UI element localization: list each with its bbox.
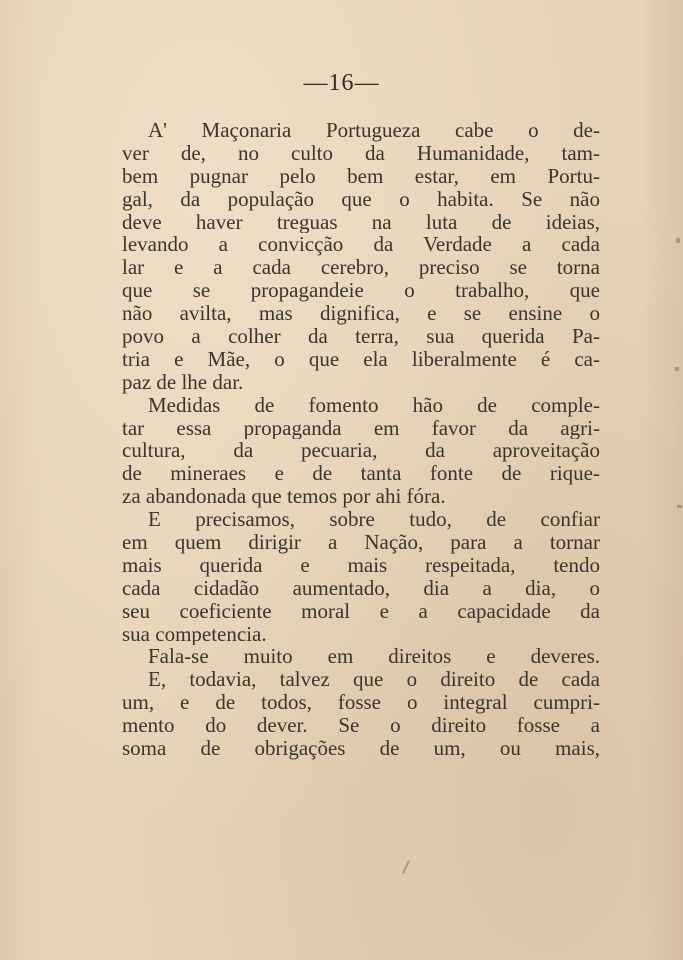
text-line: povo a colher da terra, sua querida Pa-	[122, 325, 600, 348]
text-line: seu coeficiente moral e a capacidade da	[122, 599, 600, 623]
margin-speck	[675, 367, 679, 371]
text-line: levando a convicção da Verdade a cada	[122, 233, 600, 257]
text-line: ver de, no culto da Humanidade, tam-	[122, 141, 600, 165]
text-line: deve haver treguas na luta de ideias,	[122, 210, 600, 234]
text-line: soma de obrigações de um, ou mais,	[122, 737, 600, 760]
text-line: bem pugnar pelo bem estar, em Portu-	[122, 164, 600, 188]
text-line: tria e Mãe, o que ela liberalmente é ca-	[122, 347, 600, 371]
text-line: paz de lhe dar.	[122, 370, 244, 394]
text-line: em quem dirigir a Nação, para a tornar	[122, 531, 600, 554]
text-line: tar essa propaganda em favor da agri-	[122, 416, 600, 440]
text-line: A' Maçonaria Portugueza cabe o de-	[148, 119, 600, 142]
text-line: cada cidadão aumentado, dia a dia, o	[122, 576, 600, 600]
margin-speck	[677, 505, 682, 508]
page-number: —16—	[303, 70, 380, 96]
text-line: E precisamos, sobre tudo, de confiar	[148, 508, 600, 532]
text-line: Fala-se muito em direitos e deveres.	[148, 645, 600, 669]
text-line: um, e de todos, fosse o integral cumpri-	[122, 691, 600, 715]
text-line: não avilta, mas dignifica, e se ensine o	[122, 302, 600, 326]
text-line: lar e a cada cerebro, preciso se torna	[122, 256, 600, 280]
text-line: Medidas de fomento hão de comple-	[148, 393, 600, 417]
text-line: gal, da população que o habita. Se não	[122, 187, 600, 211]
text-line: cultura, da pecuaria, da aproveitação	[122, 439, 600, 463]
text-line: za abandonada que temos por ahi fóra.	[122, 485, 446, 509]
margin-speck	[402, 860, 410, 874]
text-line: que se propagandeie o trabalho, que	[122, 279, 600, 303]
text-line: sua competencia.	[122, 622, 267, 646]
text-line: de mineraes e de tanta fonte de rique-	[122, 462, 600, 486]
text-line: mento do dever. Se o direito fosse a	[122, 714, 600, 738]
text-line: E, todavia, talvez que o direito de cada	[148, 668, 600, 692]
text-line: mais querida e mais respeitada, tendo	[122, 553, 600, 577]
body-text	[122, 119, 600, 760]
margin-speck	[676, 238, 680, 243]
